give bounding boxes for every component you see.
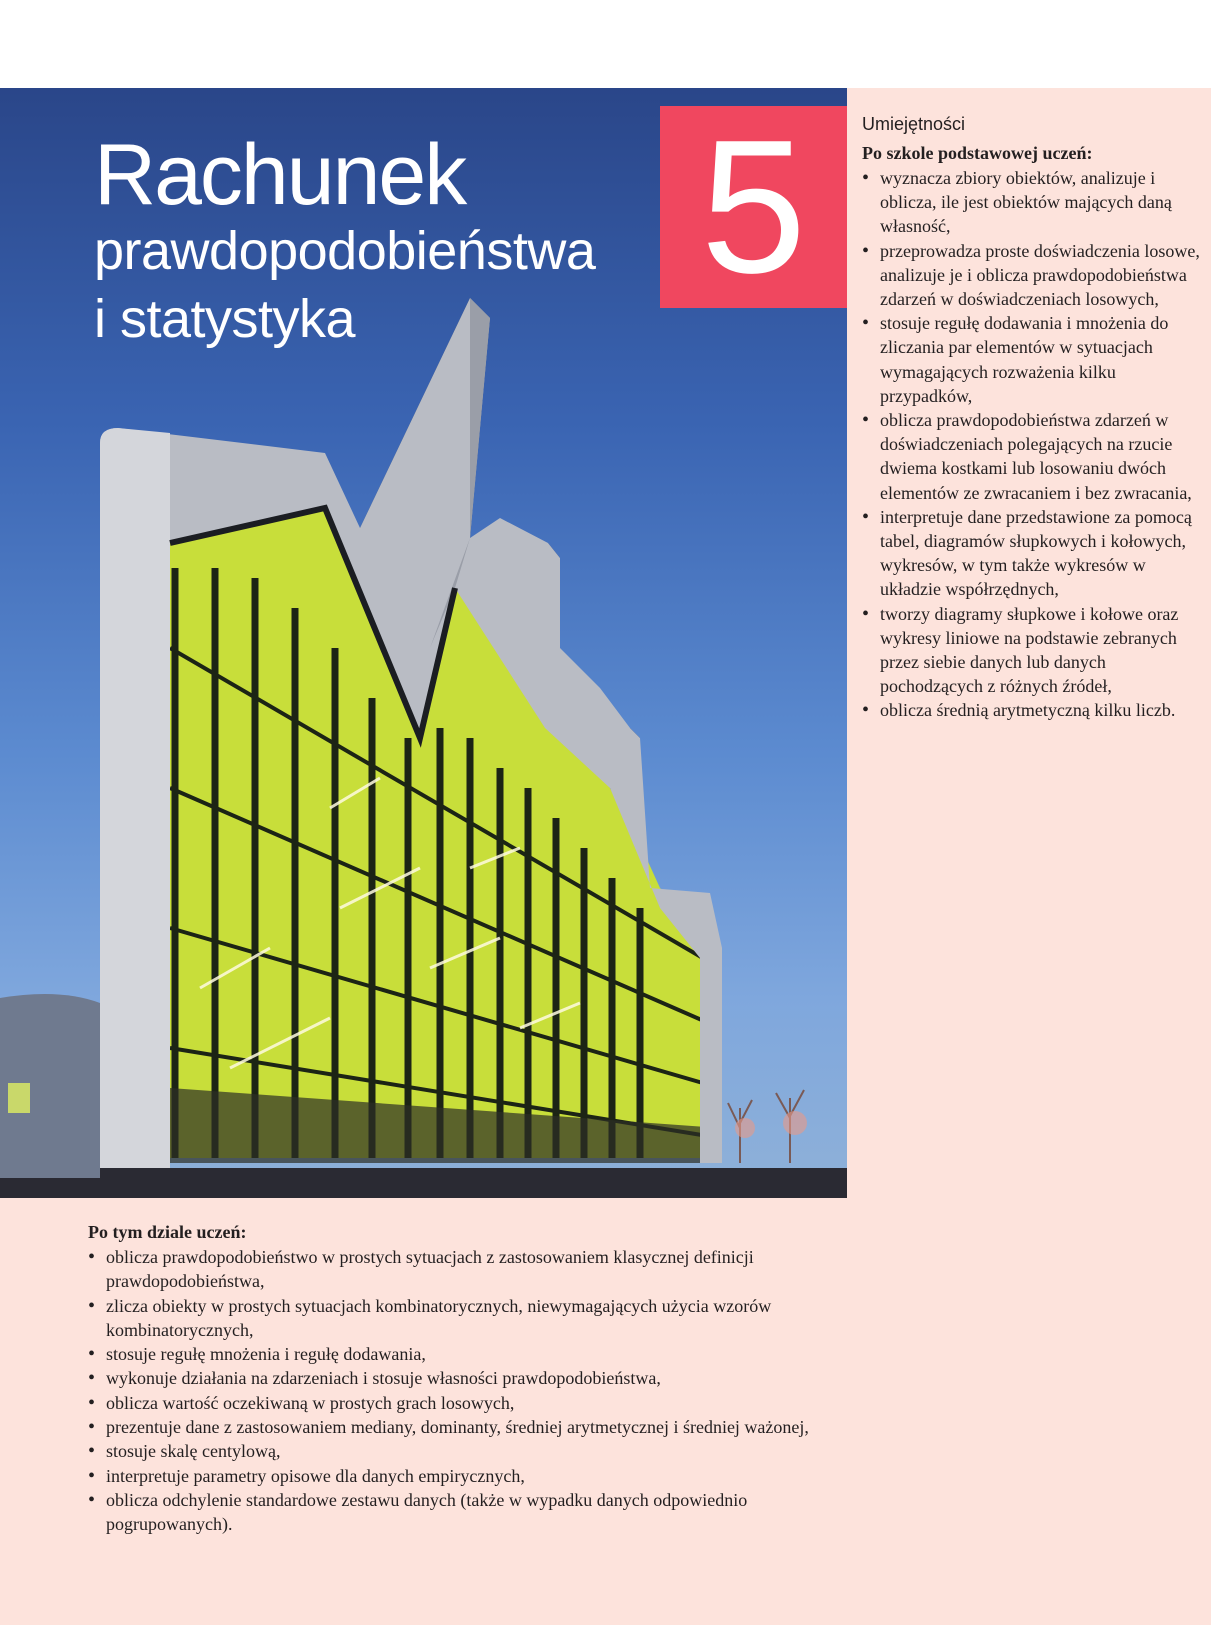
chapter-number: 5 <box>700 101 807 313</box>
list-item: • tworzy diagramy słupkowe i kołowe oraz wykresy liniowe na podstawie zebranych przez siebie danych lub danych pochodzących z różnych źródeł, <box>862 602 1202 699</box>
skills-before-title: Po szkole podstawowej uczeń: <box>862 143 1093 163</box>
outcomes-section <box>88 1222 828 1537</box>
list-item: • stosuje regułę mnożenia i regułę dodawania, <box>88 1342 828 1366</box>
chapter-number-badge <box>660 101 847 313</box>
list-item: • wykonuje działania na zdarzeniach i stosuje własności prawdopodobieństwa, <box>88 1366 828 1390</box>
list-item: • oblicza średnią arytmetyczną kilku liczb. <box>862 698 1202 722</box>
list-item: • przeprowadza proste doświadczenia losowe, analizuje je i oblicza prawdopodobieństwa zdarzeń w doświadczeniach losowych, <box>862 239 1202 312</box>
list-item: • interpretuje parametry opisowe dla danych empirycznych, <box>88 1464 828 1488</box>
outcomes-title: Po tym dziale uczeń: <box>88 1222 247 1242</box>
list-item: • oblicza wartość oczekiwaną w prostych grach losowych, <box>88 1391 828 1415</box>
chapter-title-line1: Rachunek <box>94 127 466 223</box>
skills-panel <box>862 114 1202 723</box>
list-item: • zlicza obiekty w prostych sytuacjach kombinatorycznych, niewymagających użycia wzorów kombinatorycznych, <box>88 1294 828 1343</box>
outcomes-list <box>88 1245 828 1537</box>
skills-before-list <box>862 166 1202 723</box>
list-item: • stosuje skalę centylową, <box>88 1439 828 1463</box>
list-item: • interpretuje dane przedstawione za pomocą tabel, diagramów słupkowych i kołowych, wykresów, w tym także wykresów w układzie współrzędnych, <box>862 505 1202 602</box>
chapter-title-line2: prawdopodobieństwa <box>94 221 596 281</box>
list-item: • oblicza odchylenie standardowe zestawu danych (także w wypadku danych odpowiednio pogrupowanych). <box>88 1488 828 1537</box>
list-item: • stosuje regułę dodawania i mnożenia do zliczania par elementów w sytuacjach wymagających rozważenia kilku przypadków, <box>862 311 1202 408</box>
list-item: • wyznacza zbiory obiektów, analizuje i oblicza, ile jest obiektów mających daną własność, <box>862 166 1202 239</box>
list-item: • oblicza prawdopodobieństwa zdarzeń w doświadczeniach polegających na rzucie dwiema kostkami lub losowaniu dwóch elementów ze zwracaniem i bez zwracania, <box>862 408 1202 505</box>
list-item: • prezentuje dane z zastosowaniem mediany, dominanty, średniej arytmetycznej i średniej ważonej, <box>88 1415 828 1439</box>
top-margin <box>0 0 1211 88</box>
list-item: • oblicza prawdopodobieństwo w prostych sytuacjach z zastosowaniem klasycznej definicji prawdopodobieństwa, <box>88 1245 828 1294</box>
chapter-title-line3: i statystyka <box>94 289 356 349</box>
skills-heading: Umiejętności <box>862 114 966 134</box>
